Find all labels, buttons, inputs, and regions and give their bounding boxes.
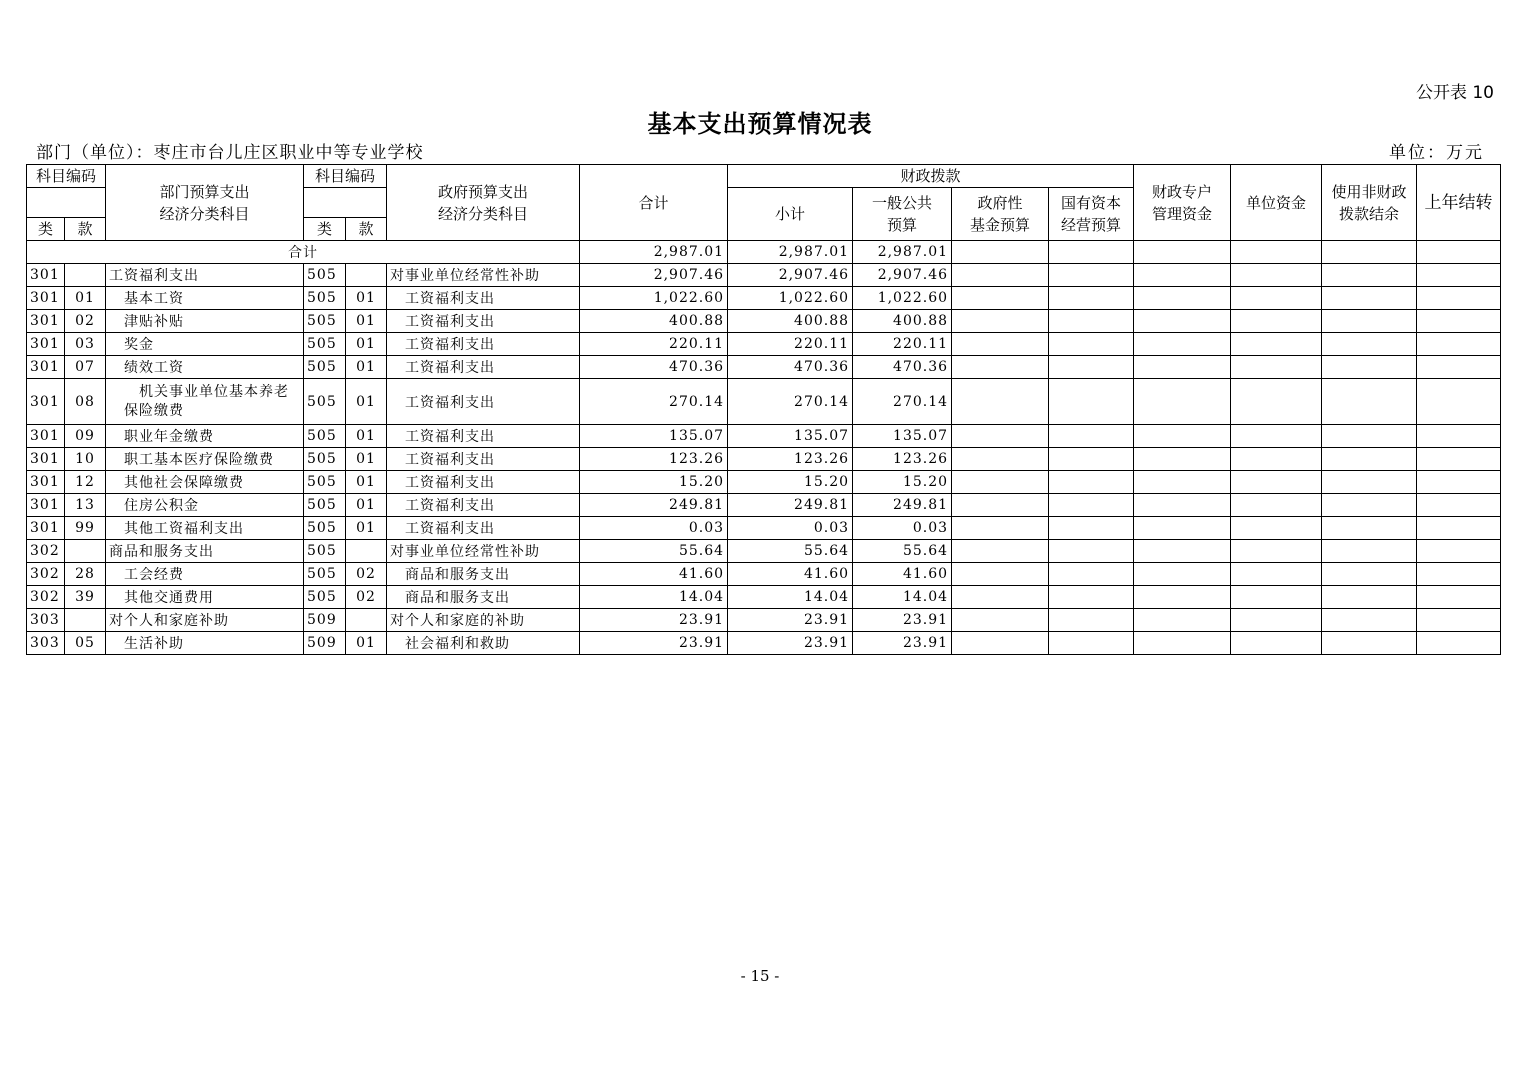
gov-fund-cell xyxy=(952,448,1049,471)
gov-kuan-cell: 01 xyxy=(346,494,387,517)
dept-lei-cell: 301 xyxy=(27,425,65,448)
state-capital-cell xyxy=(1049,494,1134,517)
general-cell: 14.04 xyxy=(853,586,952,609)
gov-subject-cell: 工资福利支出 xyxy=(387,494,580,517)
total-cell: 400.88 xyxy=(580,310,728,333)
special-cell xyxy=(1134,448,1231,471)
unit-funds-cell xyxy=(1231,632,1322,655)
non-fiscal-cell xyxy=(1322,517,1417,540)
gov-fund-cell xyxy=(952,517,1049,540)
table-row xyxy=(27,264,1501,287)
unit-funds-cell xyxy=(1231,310,1322,333)
dept-subject-cell: 住房公积金 xyxy=(106,494,304,517)
header-dept-code-spacer xyxy=(27,188,106,218)
dept-kuan-cell: 10 xyxy=(65,448,106,471)
non-fiscal-cell xyxy=(1322,379,1417,425)
dept-kuan-cell: 03 xyxy=(65,333,106,356)
gov-subject-cell: 工资福利支出 xyxy=(387,517,580,540)
header-gov-code-spacer xyxy=(304,188,387,218)
table-row xyxy=(27,471,1501,494)
general-cell: 2,907.46 xyxy=(853,264,952,287)
special-cell xyxy=(1134,264,1231,287)
non-fiscal-cell xyxy=(1322,632,1417,655)
subtotal-cell: 55.64 xyxy=(728,540,853,563)
state-capital-cell xyxy=(1049,563,1134,586)
total-carryover xyxy=(1417,241,1501,264)
gov-fund-cell xyxy=(952,494,1049,517)
gov-subject-cell: 商品和服务支出 xyxy=(387,563,580,586)
carryover-cell xyxy=(1417,563,1501,586)
dept-lei-cell: 302 xyxy=(27,586,65,609)
dept-kuan-cell: 99 xyxy=(65,517,106,540)
gov-lei-cell: 505 xyxy=(304,563,346,586)
gov-subject-cell: 工资福利支出 xyxy=(387,379,580,425)
dept-subject-cell: 机关事业单位基本养老保险缴费 xyxy=(106,379,304,425)
gov-kuan-cell: 01 xyxy=(346,471,387,494)
state-capital-cell xyxy=(1049,609,1134,632)
general-cell: 15.20 xyxy=(853,471,952,494)
state-capital-cell xyxy=(1049,517,1134,540)
carryover-cell xyxy=(1417,287,1501,310)
special-cell xyxy=(1134,563,1231,586)
gov-lei-cell: 505 xyxy=(304,425,346,448)
gov-fund-cell xyxy=(952,425,1049,448)
general-cell: 23.91 xyxy=(853,632,952,655)
gov-fund-cell xyxy=(952,287,1049,310)
gov-kuan-cell: 02 xyxy=(346,563,387,586)
header-dept-kuan: 款 xyxy=(65,218,106,241)
total-cell: 135.07 xyxy=(580,425,728,448)
state-capital-cell xyxy=(1049,540,1134,563)
gov-fund-cell xyxy=(952,632,1049,655)
total-cell: 0.03 xyxy=(580,517,728,540)
total-cell: 55.64 xyxy=(580,540,728,563)
header-gov-fund: 政府性 基金预算 xyxy=(952,188,1049,241)
gov-subject-cell: 工资福利支出 xyxy=(387,425,580,448)
dept-kuan-cell xyxy=(65,609,106,632)
dept-subject-cell: 职工基本医疗保险缴费 xyxy=(106,448,304,471)
special-cell xyxy=(1134,609,1231,632)
carryover-cell xyxy=(1417,379,1501,425)
general-cell: 470.36 xyxy=(853,356,952,379)
dept-lei-cell: 301 xyxy=(27,356,65,379)
table-row xyxy=(27,287,1501,310)
dept-lei-cell: 301 xyxy=(27,494,65,517)
gov-lei-cell: 509 xyxy=(304,609,346,632)
total-cell: 470.36 xyxy=(580,356,728,379)
department-label: 部门（单位）：枣庄市台儿庄区职业中等专业学校 xyxy=(36,143,424,163)
carryover-cell xyxy=(1417,632,1501,655)
gov-lei-cell: 505 xyxy=(304,379,346,425)
carryover-cell xyxy=(1417,517,1501,540)
non-fiscal-cell xyxy=(1322,425,1417,448)
table-row xyxy=(27,356,1501,379)
dept-kuan-cell: 05 xyxy=(65,632,106,655)
gov-subject-cell: 商品和服务支出 xyxy=(387,586,580,609)
special-cell xyxy=(1134,425,1231,448)
non-fiscal-cell xyxy=(1322,333,1417,356)
gov-subject-cell: 工资福利支出 xyxy=(387,448,580,471)
dept-subject-cell: 绩效工资 xyxy=(106,356,304,379)
gov-lei-cell: 505 xyxy=(304,540,346,563)
special-cell xyxy=(1134,540,1231,563)
non-fiscal-cell xyxy=(1322,586,1417,609)
gov-subject-cell: 工资福利支出 xyxy=(387,287,580,310)
total-general: 2,987.01 xyxy=(853,241,952,264)
total-row xyxy=(27,241,1501,264)
subtotal-cell: 23.91 xyxy=(728,609,853,632)
total-special xyxy=(1134,241,1231,264)
total-cell: 23.91 xyxy=(580,632,728,655)
table-row xyxy=(27,632,1501,655)
carryover-cell xyxy=(1417,356,1501,379)
total-cell: 1,022.60 xyxy=(580,287,728,310)
special-cell xyxy=(1134,632,1231,655)
carryover-cell xyxy=(1417,494,1501,517)
dept-subject-cell: 津贴补贴 xyxy=(106,310,304,333)
table-row xyxy=(27,540,1501,563)
general-cell: 400.88 xyxy=(853,310,952,333)
dept-subject-cell: 生活补助 xyxy=(106,632,304,655)
header-gov-kuan: 款 xyxy=(346,218,387,241)
unit-funds-cell xyxy=(1231,333,1322,356)
gov-kuan-cell: 01 xyxy=(346,379,387,425)
dept-lei-cell: 301 xyxy=(27,333,65,356)
gov-lei-cell: 505 xyxy=(304,471,346,494)
gov-kuan-cell: 01 xyxy=(346,333,387,356)
gov-fund-cell xyxy=(952,540,1049,563)
non-fiscal-cell xyxy=(1322,494,1417,517)
carryover-cell xyxy=(1417,586,1501,609)
subtotal-cell: 123.26 xyxy=(728,448,853,471)
dept-kuan-cell xyxy=(65,540,106,563)
dept-subject-cell: 对个人和家庭补助 xyxy=(106,609,304,632)
non-fiscal-cell xyxy=(1322,287,1417,310)
dept-kuan-cell: 08 xyxy=(65,379,106,425)
non-fiscal-cell xyxy=(1322,609,1417,632)
gov-subject-cell: 社会福利和救助 xyxy=(387,632,580,655)
header-special-funds: 财政专户 管理资金 xyxy=(1134,165,1231,241)
carryover-cell xyxy=(1417,310,1501,333)
carryover-cell xyxy=(1417,264,1501,287)
dept-kuan-cell: 01 xyxy=(65,287,106,310)
non-fiscal-cell xyxy=(1322,563,1417,586)
gov-subject-cell: 对事业单位经常性补助 xyxy=(387,264,580,287)
header-dept-code: 科目编码 xyxy=(27,165,106,188)
subtotal-cell: 249.81 xyxy=(728,494,853,517)
unit-funds-cell xyxy=(1231,609,1322,632)
unit-funds-cell xyxy=(1231,264,1322,287)
general-cell: 23.91 xyxy=(853,609,952,632)
table-row xyxy=(27,609,1501,632)
dept-subject-cell: 工会经费 xyxy=(106,563,304,586)
gov-kuan-cell: 01 xyxy=(346,632,387,655)
gov-fund-cell xyxy=(952,609,1049,632)
dept-kuan-cell: 28 xyxy=(65,563,106,586)
non-fiscal-cell xyxy=(1322,264,1417,287)
dept-lei-cell: 302 xyxy=(27,540,65,563)
gov-subject-cell: 工资福利支出 xyxy=(387,333,580,356)
total-amount: 2,987.01 xyxy=(580,241,728,264)
dept-subject-cell: 奖金 xyxy=(106,333,304,356)
gov-lei-cell: 505 xyxy=(304,264,346,287)
gov-fund-cell xyxy=(952,310,1049,333)
gov-lei-cell: 505 xyxy=(304,310,346,333)
subtotal-cell: 14.04 xyxy=(728,586,853,609)
page-number: - 15 - xyxy=(740,967,780,985)
general-cell: 41.60 xyxy=(853,563,952,586)
gov-kuan-cell: 01 xyxy=(346,287,387,310)
total-cell: 123.26 xyxy=(580,448,728,471)
carryover-cell xyxy=(1417,425,1501,448)
carryover-cell xyxy=(1417,448,1501,471)
header-dept-lei: 类 xyxy=(27,218,65,241)
state-capital-cell xyxy=(1049,471,1134,494)
unit-funds-cell xyxy=(1231,425,1322,448)
dept-kuan-cell: 12 xyxy=(65,471,106,494)
gov-fund-cell xyxy=(952,586,1049,609)
carryover-cell xyxy=(1417,540,1501,563)
dept-subject-cell: 基本工资 xyxy=(106,287,304,310)
header-gov-lei: 类 xyxy=(304,218,346,241)
subtotal-cell: 41.60 xyxy=(728,563,853,586)
subtotal-cell: 270.14 xyxy=(728,379,853,425)
unit-funds-cell xyxy=(1231,540,1322,563)
total-subtotal: 2,987.01 xyxy=(728,241,853,264)
dept-kuan-cell: 02 xyxy=(65,310,106,333)
special-cell xyxy=(1134,494,1231,517)
gov-subject-cell: 对个人和家庭的补助 xyxy=(387,609,580,632)
table-header xyxy=(27,165,1501,241)
state-capital-cell xyxy=(1049,287,1134,310)
table-row xyxy=(27,310,1501,333)
state-capital-cell xyxy=(1049,632,1134,655)
header-state-capital: 国有资本 经营预算 xyxy=(1049,188,1134,241)
state-capital-cell xyxy=(1049,310,1134,333)
state-capital-cell xyxy=(1049,586,1134,609)
general-cell: 249.81 xyxy=(853,494,952,517)
gov-lei-cell: 505 xyxy=(304,287,346,310)
special-cell xyxy=(1134,287,1231,310)
table-row xyxy=(27,448,1501,471)
unit-funds-cell xyxy=(1231,563,1322,586)
dept-kuan-cell xyxy=(65,264,106,287)
non-fiscal-cell xyxy=(1322,540,1417,563)
total-state-capital xyxy=(1049,241,1134,264)
header-total: 合计 xyxy=(580,165,728,241)
subtotal-cell: 135.07 xyxy=(728,425,853,448)
total-cell: 41.60 xyxy=(580,563,728,586)
special-cell xyxy=(1134,379,1231,425)
carryover-cell xyxy=(1417,333,1501,356)
total-label: 合计 xyxy=(27,241,580,264)
gov-fund-cell xyxy=(952,356,1049,379)
budget-table xyxy=(26,164,1501,655)
gov-lei-cell: 505 xyxy=(304,448,346,471)
special-cell xyxy=(1134,586,1231,609)
total-cell: 249.81 xyxy=(580,494,728,517)
subtotal-cell: 470.36 xyxy=(728,356,853,379)
dept-subject-cell: 其他交通费用 xyxy=(106,586,304,609)
table-row xyxy=(27,517,1501,540)
dept-subject-cell: 职业年金缴费 xyxy=(106,425,304,448)
dept-kuan-cell: 07 xyxy=(65,356,106,379)
total-cell: 15.20 xyxy=(580,471,728,494)
subtotal-cell: 23.91 xyxy=(728,632,853,655)
special-cell xyxy=(1134,310,1231,333)
dept-subject-cell: 其他工资福利支出 xyxy=(106,517,304,540)
gov-fund-cell xyxy=(952,333,1049,356)
dept-lei-cell: 301 xyxy=(27,448,65,471)
table-body xyxy=(27,241,1501,655)
dept-lei-cell: 301 xyxy=(27,517,65,540)
gov-lei-cell: 505 xyxy=(304,356,346,379)
subtotal-cell: 2,907.46 xyxy=(728,264,853,287)
header-general: 一般公共 预算 xyxy=(853,188,952,241)
gov-lei-cell: 505 xyxy=(304,333,346,356)
subtotal-cell: 1,022.60 xyxy=(728,287,853,310)
unit-funds-cell xyxy=(1231,287,1322,310)
dept-subject-cell: 工资福利支出 xyxy=(106,264,304,287)
dept-lei-cell: 301 xyxy=(27,310,65,333)
dept-lei-cell: 301 xyxy=(27,471,65,494)
unit-label: 单位：万元 xyxy=(1389,143,1484,163)
gov-lei-cell: 505 xyxy=(304,494,346,517)
general-cell: 0.03 xyxy=(853,517,952,540)
total-gov-fund xyxy=(952,241,1049,264)
unit-funds-cell xyxy=(1231,494,1322,517)
gov-kuan-cell: 01 xyxy=(346,425,387,448)
general-cell: 135.07 xyxy=(853,425,952,448)
header-dept-subject: 部门预算支出 经济分类科目 xyxy=(106,165,304,241)
header-gov-subject: 政府预算支出 经济分类科目 xyxy=(387,165,580,241)
general-cell: 123.26 xyxy=(853,448,952,471)
gov-fund-cell xyxy=(952,379,1049,425)
table-row xyxy=(27,379,1501,425)
dept-kuan-cell: 13 xyxy=(65,494,106,517)
non-fiscal-cell xyxy=(1322,310,1417,333)
state-capital-cell xyxy=(1049,356,1134,379)
total-cell: 2,907.46 xyxy=(580,264,728,287)
gov-kuan-cell xyxy=(346,609,387,632)
subtotal-cell: 0.03 xyxy=(728,517,853,540)
special-cell xyxy=(1134,471,1231,494)
gov-fund-cell xyxy=(952,264,1049,287)
gov-kuan-cell: 02 xyxy=(346,586,387,609)
dept-lei-cell: 301 xyxy=(27,379,65,425)
total-cell: 23.91 xyxy=(580,609,728,632)
header-gov-code: 科目编码 xyxy=(304,165,387,188)
dept-subject-cell: 其他社会保障缴费 xyxy=(106,471,304,494)
gov-kuan-cell: 01 xyxy=(346,517,387,540)
gov-kuan-cell xyxy=(346,264,387,287)
header-unit-funds: 单位资金 xyxy=(1231,165,1322,241)
unit-funds-cell xyxy=(1231,586,1322,609)
header-subtotal: 小计 xyxy=(728,188,853,241)
total-non-fiscal xyxy=(1322,241,1417,264)
general-cell: 220.11 xyxy=(853,333,952,356)
state-capital-cell xyxy=(1049,333,1134,356)
dept-lei-cell: 303 xyxy=(27,609,65,632)
page-title: 基本支出预算情况表 xyxy=(647,110,873,138)
carryover-cell xyxy=(1417,609,1501,632)
gov-lei-cell: 509 xyxy=(304,632,346,655)
unit-funds-cell xyxy=(1231,356,1322,379)
dept-lei-cell: 301 xyxy=(27,264,65,287)
total-cell: 14.04 xyxy=(580,586,728,609)
general-cell: 55.64 xyxy=(853,540,952,563)
state-capital-cell xyxy=(1049,425,1134,448)
table-row xyxy=(27,586,1501,609)
general-cell: 270.14 xyxy=(853,379,952,425)
table-row xyxy=(27,425,1501,448)
state-capital-cell xyxy=(1049,379,1134,425)
unit-funds-cell xyxy=(1231,448,1322,471)
gov-lei-cell: 505 xyxy=(304,517,346,540)
unit-funds-cell xyxy=(1231,379,1322,425)
header-non-fiscal: 使用非财政 拨款结余 xyxy=(1322,165,1417,241)
dept-subject-cell: 商品和服务支出 xyxy=(106,540,304,563)
gov-kuan-cell: 01 xyxy=(346,356,387,379)
subtotal-cell: 15.20 xyxy=(728,471,853,494)
header-fiscal: 财政拨款 xyxy=(728,165,1134,188)
dept-kuan-cell: 39 xyxy=(65,586,106,609)
table-row xyxy=(27,333,1501,356)
gov-kuan-cell xyxy=(346,540,387,563)
special-cell xyxy=(1134,517,1231,540)
state-capital-cell xyxy=(1049,448,1134,471)
gov-lei-cell: 505 xyxy=(304,586,346,609)
gov-subject-cell: 工资福利支出 xyxy=(387,471,580,494)
dept-lei-cell: 301 xyxy=(27,287,65,310)
form-label: 公开表 10 xyxy=(1415,83,1494,103)
gov-kuan-cell: 01 xyxy=(346,310,387,333)
non-fiscal-cell xyxy=(1322,471,1417,494)
gov-subject-cell: 工资福利支出 xyxy=(387,310,580,333)
gov-kuan-cell: 01 xyxy=(346,448,387,471)
state-capital-cell xyxy=(1049,264,1134,287)
header-carryover: 上年结转 xyxy=(1417,165,1501,241)
subtotal-cell: 220.11 xyxy=(728,333,853,356)
non-fiscal-cell xyxy=(1322,448,1417,471)
gov-subject-cell: 对事业单位经常性补助 xyxy=(387,540,580,563)
non-fiscal-cell xyxy=(1322,356,1417,379)
general-cell: 1,022.60 xyxy=(853,287,952,310)
dept-lei-cell: 303 xyxy=(27,632,65,655)
total-unit-funds xyxy=(1231,241,1322,264)
table-row xyxy=(27,563,1501,586)
unit-funds-cell xyxy=(1231,517,1322,540)
unit-funds-cell xyxy=(1231,471,1322,494)
dept-lei-cell: 302 xyxy=(27,563,65,586)
subtotal-cell: 400.88 xyxy=(728,310,853,333)
dept-kuan-cell: 09 xyxy=(65,425,106,448)
gov-fund-cell xyxy=(952,471,1049,494)
special-cell xyxy=(1134,333,1231,356)
gov-fund-cell xyxy=(952,563,1049,586)
table-row xyxy=(27,494,1501,517)
gov-subject-cell: 工资福利支出 xyxy=(387,356,580,379)
total-cell: 270.14 xyxy=(580,379,728,425)
total-cell: 220.11 xyxy=(580,333,728,356)
special-cell xyxy=(1134,356,1231,379)
carryover-cell xyxy=(1417,471,1501,494)
